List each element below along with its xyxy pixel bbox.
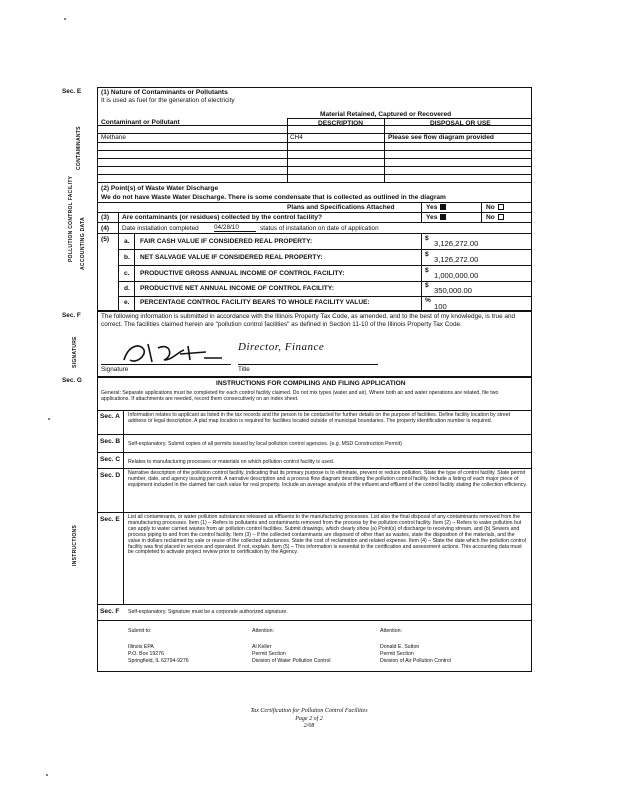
- row-sec-f-label: Sec. F: [100, 608, 120, 615]
- footer-line1: Tax Certification for Pollution Control Facilities: [250, 708, 368, 714]
- sec-g-side-label: INSTRUCTIONS: [72, 524, 78, 566]
- addr-water-line3: Division of Water Pollution Control: [252, 658, 331, 664]
- row-sec-e-label: Sec. E: [100, 516, 120, 523]
- addr-air-line2: Permit Section: [380, 651, 414, 657]
- item3-yes[interactable]: Yes: [426, 214, 446, 221]
- row-sec-d-text: Narrative description of the pollution control facility, indicating that its primary purpose is to eliminate, prevent or reduce pollution. State the type of control facility. State permit number, date, and agency issuing permit. A narrative description and a process flow diagram describing the pollution control facility. Include a listing of each major piece of equipment included in the claimed fair cash value for real property. Include an average analysis of the influent and effluent of the control facility stating the collection efficiency.: [128, 470, 527, 488]
- sec-g-heading: INSTRUCTIONS FOR COMPILING AND FILING APPLICATION: [216, 380, 406, 387]
- value-a-letter: a.: [124, 238, 130, 245]
- item2-title: (2) Point(s) of Waste Water Discharge: [101, 185, 219, 192]
- plans-no[interactable]: No: [486, 204, 504, 211]
- signature-label: Signature: [101, 366, 129, 373]
- item5-num: (5): [101, 236, 110, 243]
- addr-epa-line1: Illinois EPA: [128, 644, 154, 650]
- addr-air-line1: Donald E. Sutton: [380, 644, 420, 650]
- item4-text-pre: Date installation completed: [122, 225, 199, 232]
- value-b-letter: b.: [124, 254, 130, 261]
- title-label: Title: [238, 366, 250, 373]
- sec-g-general: General: Separate applications must be completed for each control facility claimed. Do not mix types (water and air). Where both air and water operations are related, file two applications. If attachments are needed, record them consecutively on an index sheet.: [101, 390, 499, 403]
- item3-num: (3): [101, 214, 110, 221]
- value-a-label: FAIR CASH VALUE IF CONSIDERED REAL PROPERTY:: [140, 238, 313, 245]
- row-sec-c-text: Relates to manufacturing processes or materials on which pollution control facility is used.: [128, 459, 335, 465]
- scan-speck: [46, 774, 48, 776]
- item4-date: 04/28/10: [214, 224, 256, 232]
- row-sec-a-text: Information relates to applicant as listed in the tax records and the person to be contacted for further details on the purpose of facilities. Define facility location by street address or legal description. A plat map location is required for facilities located outside of municipal boundaries. The property identification number is required.: [128, 412, 511, 425]
- row-sec-b-label: Sec. B: [100, 438, 121, 445]
- sec-g-label: Sec. G: [62, 377, 82, 384]
- row-sec-d-label: Sec. D: [100, 472, 121, 479]
- scan-speck: [48, 418, 50, 420]
- footer-line3: 2/08: [303, 723, 315, 729]
- value-c-prefix: $: [425, 267, 429, 274]
- value-d-amount: 350,000.00: [434, 286, 473, 295]
- sec-e-side-label-pollution: POLLUTION CONTROL FACILITY: [68, 175, 74, 262]
- item1-title: (1) Nature of Contaminants or Pollutants: [101, 89, 228, 96]
- sec-f-label: Sec. F: [62, 312, 81, 319]
- value-a-prefix: $: [425, 235, 429, 242]
- sec-e-side-label-accounting: ACCOUNTING DATA: [80, 217, 86, 270]
- value-b-prefix: $: [425, 251, 429, 258]
- value-e-prefix: %: [425, 297, 431, 304]
- value-b-amount: 3,126,272.00: [434, 255, 479, 264]
- col-disposal: DISPOSAL OR USE: [430, 120, 491, 127]
- item4-text-post: status of installation on date of application: [260, 225, 379, 232]
- item4-num: (4): [101, 225, 110, 232]
- sec-f-side-label: SIGNATURE: [72, 336, 78, 368]
- value-c-letter: c.: [124, 270, 130, 277]
- item1-text: It is used as fuel for the generation of electricity: [101, 97, 235, 104]
- row-description: CH4: [290, 134, 303, 141]
- plans-label: Plans and Specifications Attached: [287, 204, 395, 211]
- value-e-label: PERCENTAGE CONTROL FACILITY BEARS TO WHOLE FACILITY VALUE:: [140, 299, 370, 306]
- addr-air-line3: Division of Air Pollution Control: [380, 658, 451, 664]
- row-sec-a-label: Sec. A: [100, 413, 120, 420]
- title-value: Director, Finance: [238, 341, 325, 353]
- col-description: DESCRIPTION: [318, 120, 364, 127]
- row-contaminant: Methane: [101, 134, 126, 141]
- item2-text: We do not have Waste Water Discharge. There is some condensate that is collected as outlined in the diagram: [101, 194, 446, 201]
- value-d-label: PRODUCTIVE NET ANNUAL INCOME OF CONTROL FACILITY:: [140, 285, 334, 292]
- row-sec-b-text: Self-explanatory. Submit copies of all permits issued by local pollution control agencies. (e.g. MSD Construction Permit): [128, 441, 402, 447]
- addr-water-line2: Permit Section: [252, 651, 286, 657]
- sec-e-side-label-contaminants: CONTAMINANTS: [76, 126, 82, 170]
- row-sec-c-label: Sec. C: [100, 456, 121, 463]
- attention-label-air: Attention:: [380, 628, 402, 634]
- attention-label-water: Attention:: [252, 628, 274, 634]
- sec-f-text: The following information is submitted in accordance with the Illinois Property Tax Code, as amended, and to the best of my knowledge, is true and correct. The facilities claimed herein are "pollution control facilities" as defined in Section 11-10 of the Illinois Property Tax Code.: [101, 313, 516, 328]
- submit-to-label: Submit to:: [128, 628, 152, 634]
- value-d-letter: d.: [124, 285, 130, 292]
- row-sec-e-text: List all contaminants, or water pollution substances released as effluents to the manufacturing processes. List also the final disposal of any contaminants removed from the manufacturing processes. Item (1) – Refers to pollutants and contaminants removed from the process by the pollution control facility. Item (2) – Refers to water pollution but can apply to water carried wastes from air pollution control facilities. Submit drawings, which clearly show (a) Point(s) of discharge to receiving stream, and (b) Sewers and process piping to and from the control facility. Item (3) – If the collected contaminants are disposed of other than as wastes, state the disposition of the materials, and the value in dollars reclaimed by sale or reuse of the collected substances. State the cost of reclamation and related expense. Item (4) – State the date which the pollution control facility was first placed in service and operated. If not, explain. Item (5) – This information is essential to the certification and assessment actions. This accounting data must be completed to activate project review prior to certification by the Agency.: [128, 514, 526, 556]
- addr-epa-line2: P.O. Box 19276: [128, 651, 164, 657]
- scan-speck: [64, 18, 66, 20]
- addr-epa-line3: Springfield, IL 62794-9276: [128, 658, 189, 664]
- plans-yes[interactable]: Yes: [426, 204, 446, 211]
- item3-text: Are contaminants (or residues) collected by the control facility?: [122, 214, 323, 221]
- row-disposal: Please see flow diagram provided: [388, 134, 494, 141]
- row-sec-f-text: Self-explanatory. Signature must be a corporate authorized signature.: [128, 609, 288, 615]
- value-d-prefix: $: [425, 282, 429, 289]
- value-e-letter: e.: [124, 299, 130, 306]
- addr-water-line1: Al Keller: [252, 644, 272, 650]
- value-a-amount: 3,126,272.00: [434, 239, 479, 248]
- col-contaminant: Contaminant or Pollutant: [101, 119, 180, 126]
- value-b-label: NET SALVAGE VALUE IF CONSIDERED REAL PROPERTY:: [140, 254, 323, 261]
- sec-e-label: Sec. E: [62, 88, 82, 95]
- value-e-amount: 100: [434, 302, 447, 311]
- item3-no[interactable]: No: [486, 214, 504, 221]
- material-header: Material Retained, Captured or Recovered: [320, 111, 452, 118]
- footer-line2: Page 2 of 2: [295, 716, 323, 722]
- value-c-amount: 1,000,000.00: [434, 271, 479, 280]
- value-c-label: PRODUCTIVE GROSS ANNUAL INCOME OF CONTROL FACILITY:: [140, 270, 345, 277]
